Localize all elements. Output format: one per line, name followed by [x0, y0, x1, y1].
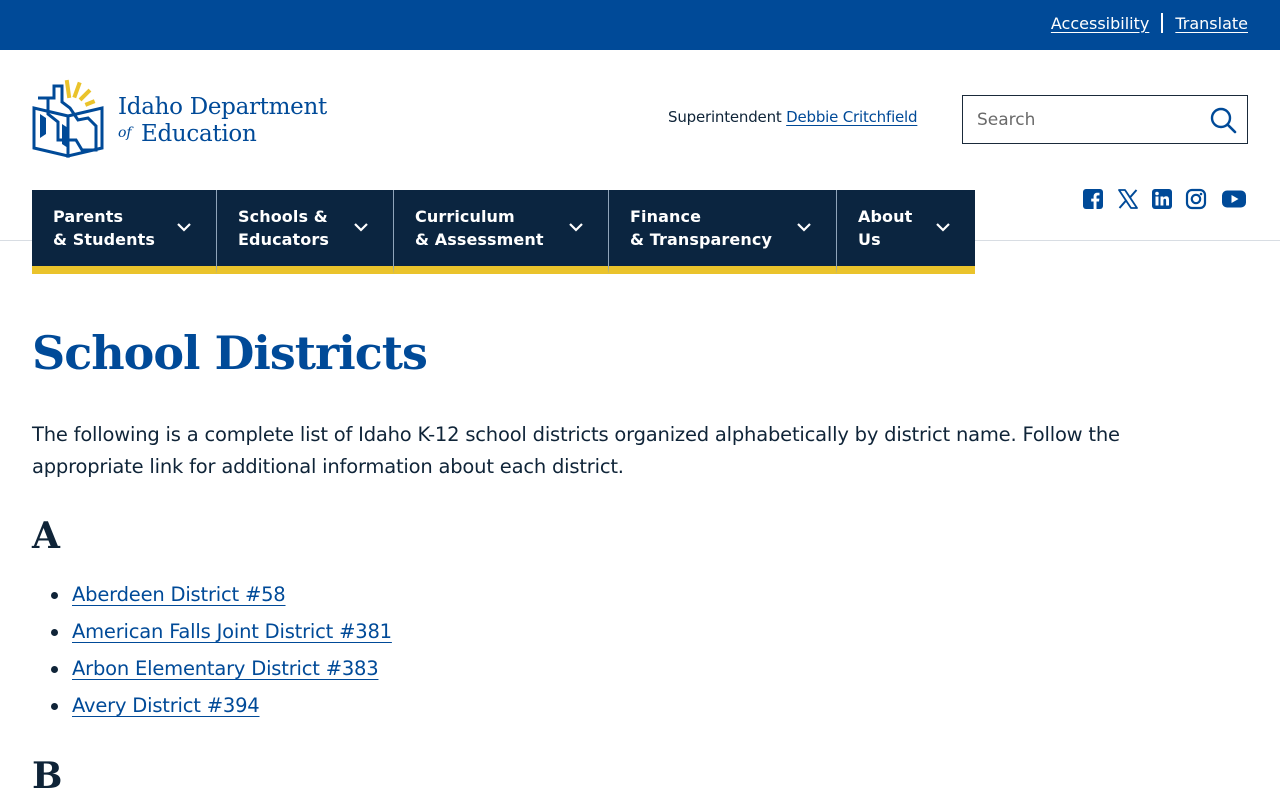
site-logo[interactable]: [32, 78, 342, 160]
district-link[interactable]: Aberdeen District #58: [72, 583, 286, 606]
search-input[interactable]: [963, 96, 1203, 143]
list-item: [72, 615, 392, 652]
chevron-down-icon: [935, 221, 951, 233]
utility-bar: [0, 0, 1280, 50]
nav-item-finance-transparency[interactable]: [609, 190, 837, 274]
nav-item-curriculum-assessment[interactable]: [394, 190, 609, 274]
list-item: [72, 578, 392, 615]
section-heading-a: A: [32, 515, 60, 557]
utility-divider: [1161, 13, 1163, 33]
search-box: [962, 95, 1248, 144]
chevron-down-icon: [568, 221, 584, 233]
brand-name-of: of: [118, 125, 132, 141]
brand-name-line2: Education: [141, 121, 257, 147]
district-list-a: [72, 578, 392, 726]
nav-item-schools-educators[interactable]: [217, 190, 394, 274]
nav-item-label: About Us: [858, 207, 913, 249]
district-link[interactable]: Avery District #394: [72, 694, 260, 717]
nav-item-about-us[interactable]: [837, 190, 975, 274]
idaho-state-logo-icon: [32, 78, 112, 160]
search-icon[interactable]: [1209, 106, 1237, 134]
section-heading-b: B: [32, 755, 63, 797]
district-link[interactable]: American Falls Joint District #381: [72, 620, 392, 643]
facebook-icon[interactable]: [1082, 188, 1104, 210]
nav-item-label: Curriculum & Assessment: [415, 207, 544, 249]
list-item: [72, 689, 392, 726]
chevron-down-icon: [796, 221, 812, 233]
nav-item-label: Parents & Students: [53, 207, 155, 249]
district-link[interactable]: Arbon Elementary District #383: [72, 657, 379, 680]
utility-links: [1051, 13, 1248, 33]
x-icon[interactable]: [1117, 188, 1139, 210]
nav-item-label: Finance & Transparency: [630, 207, 772, 249]
accessibility-link[interactable]: Accessibility: [1050, 13, 1150, 33]
translate-link[interactable]: Translate: [1175, 13, 1248, 33]
youtube-icon[interactable]: [1221, 188, 1247, 210]
superintendent-credit: [668, 108, 917, 126]
page-title: School Districts: [32, 326, 427, 380]
chevron-down-icon: [176, 221, 192, 233]
brand-name-line1: Idaho Department: [118, 94, 327, 120]
superintendent-label: Superintendent: [668, 108, 782, 126]
linkedin-icon[interactable]: [1151, 188, 1173, 210]
nav-item-label: Schools & Educators: [238, 207, 330, 249]
main-nav: [32, 190, 975, 274]
nav-item-parents-students[interactable]: [32, 190, 217, 274]
intro-text: The following is a complete list of Idaho K-12 school districts organized alphabetically by district name. Follow the appropriate link for additional information about each district.: [32, 423, 1120, 478]
instagram-icon[interactable]: [1185, 188, 1207, 210]
list-item: [72, 652, 392, 689]
chevron-down-icon: [353, 221, 369, 233]
superintendent-link[interactable]: Debbie Critchfield: [786, 108, 918, 126]
